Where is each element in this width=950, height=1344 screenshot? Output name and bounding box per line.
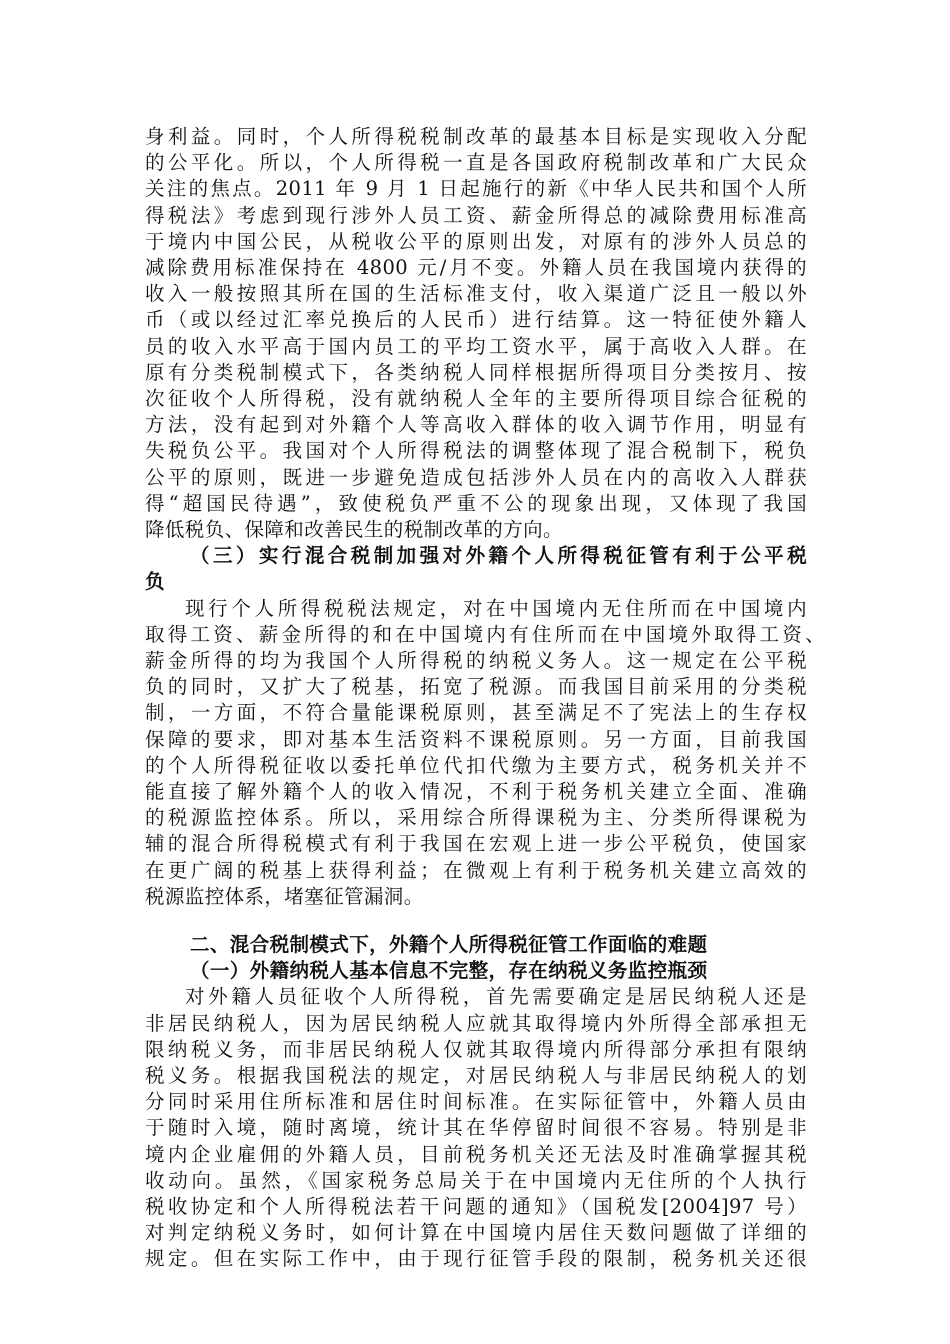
text-line: 身利益。同时，个人所得税税制改革的最基本目标是实现收入分配 — [145, 125, 807, 148]
text-line: 在更广阔的税基上获得利益；在微观上有利于税务机关建立高效的 — [145, 858, 807, 882]
text-line: 得税法》考虑到现行涉外人员工资、薪金所得总的减除费用标准高 — [145, 203, 807, 227]
text-line: 取得工资、薪金所得的和在中国境内有住所而在中国境外取得工资、 — [145, 622, 825, 646]
text-line: 规定。但在实际工作中，由于现行征管手段的限制，税务机关还很 — [145, 1247, 807, 1271]
text-line: 现行个人所得税税法规定，对在中国境内无住所而在中国境内 — [185, 596, 807, 620]
text-line: 得“超国民待遇”，致使税负严重不公的现象出现，又体现了我国 — [145, 491, 807, 515]
text-line: 收入一般按照其所在国的生活标准支付，收入渠道广泛且一般以外 — [145, 282, 807, 306]
text-line: 境内企业雇佣的外籍人员，目前税务机关还无法及时准确掌握其税 — [145, 1142, 807, 1166]
text-line: 能直接了解外籍个人的收入情况，不利于税务机关建立全面、准确 — [145, 780, 807, 803]
text-line: 税收协定和个人所得税法若干问题的通知》（国税发[2004]97 号） — [145, 1195, 807, 1218]
text-line: 的公平化。所以，个人所得税一直是各国政府税制改革和广大民众 — [145, 151, 807, 175]
text-line: 分同时采用住所标准和居住时间标准。在实际征管中，外籍人员由 — [145, 1090, 807, 1114]
text-line: 公平的原则，既进一步避免造成包括涉外人员在内的高收入人群获 — [145, 465, 807, 489]
text-line: 非居民纳税人，因为居民纳税人应就其取得境内外所得全部承担无 — [145, 1011, 807, 1035]
text-line: 员的收入水平高于国内员工的平均工资水平，属于高收入人群。在 — [145, 334, 807, 358]
text-line: 关注的焦点。2011 年 9 月 1 日起施行的新《中华人民共和国个人所 — [145, 177, 807, 201]
text-line: 于境内中国公民，从税收公平的原则出发，对原有的涉外人员总的 — [145, 229, 807, 253]
text-line: 的税源监控体系。所以，采用综合所得课税为主、分类所得课税为 — [145, 806, 807, 830]
text-line: 减除费用标准保持在 4800 元/月不变。外籍人员在我国境内获得的 — [145, 256, 807, 279]
text-line: 税源监控体系，堵塞征管漏洞。 — [145, 884, 424, 908]
text-line: 失税负公平。我国对个人所得税法的调整体现了混合税制下，税负 — [145, 439, 807, 463]
text-line: 次征收个人所得税，没有就纳税人全年的主要所得项目综合征税的 — [145, 387, 807, 410]
text-line: 对判定纳税义务时，如何计算在中国境内居住天数问题做了详细的 — [145, 1221, 807, 1245]
text-line: 税义务。根据我国税法的规定，对居民纳税人与非居民纳税人的划 — [145, 1064, 807, 1087]
text-line: 限纳税义务，而非居民纳税人仅就其取得境内所得部分承担有限纳 — [145, 1037, 807, 1061]
text-line: 薪金所得的均为我国个人所得税的纳税义务人。这一规定在公平税 — [145, 649, 807, 672]
subheading-1: （一）外籍纳税人基本信息不完整，存在纳税义务监控瓶颈 — [190, 959, 708, 983]
subheading-line: （三）实行混合税制加强对外籍个人所得税征管有利于公平税 — [190, 544, 807, 568]
text-line: 负的同时，又扩大了税基，拓宽了税源。而我国目前采用的分类税 — [145, 675, 807, 699]
text-line: 对外籍人员征收个人所得税，首先需要确定是居民纳税人还是 — [185, 985, 807, 1009]
subheading-line: 负 — [145, 570, 165, 594]
text-line: 制，一方面，不符合量能课税原则，甚至满足不了宪法上的生存权 — [145, 701, 807, 725]
text-line: 币（或以经过汇率兑换后的人民币）进行结算。这一特征使外籍人 — [145, 308, 807, 332]
text-line: 收动向。虽然，《国家税务总局关于在中国境内无住所的个人执行 — [145, 1168, 807, 1192]
section-heading: 二、混合税制模式下，外籍个人所得税征管工作面临的难题 — [190, 933, 708, 956]
text-line: 方法，没有起到对外籍个人等高收入群体的收入调节作用，明显有 — [145, 413, 807, 437]
text-line: 原有分类税制模式下，各类纳税人同样根据所得项目分类按月、按 — [145, 360, 807, 384]
text-line: 辅的混合所得税模式有利于我国在宏观上进一步公平税负，使国家 — [145, 832, 807, 856]
text-line: 降低税负、保障和改善民生的税制改革的方向。 — [145, 518, 563, 541]
text-line: 于随时入境，随时离境，统计其在华停留时间很不容易。特别是非 — [145, 1116, 807, 1140]
text-line: 的个人所得税征收以委托单位代扣代缴为主要方式，税务机关并不 — [145, 753, 807, 777]
text-line: 保障的要求，即对基本生活资料不课税原则。另一方面，目前我国 — [145, 727, 807, 751]
